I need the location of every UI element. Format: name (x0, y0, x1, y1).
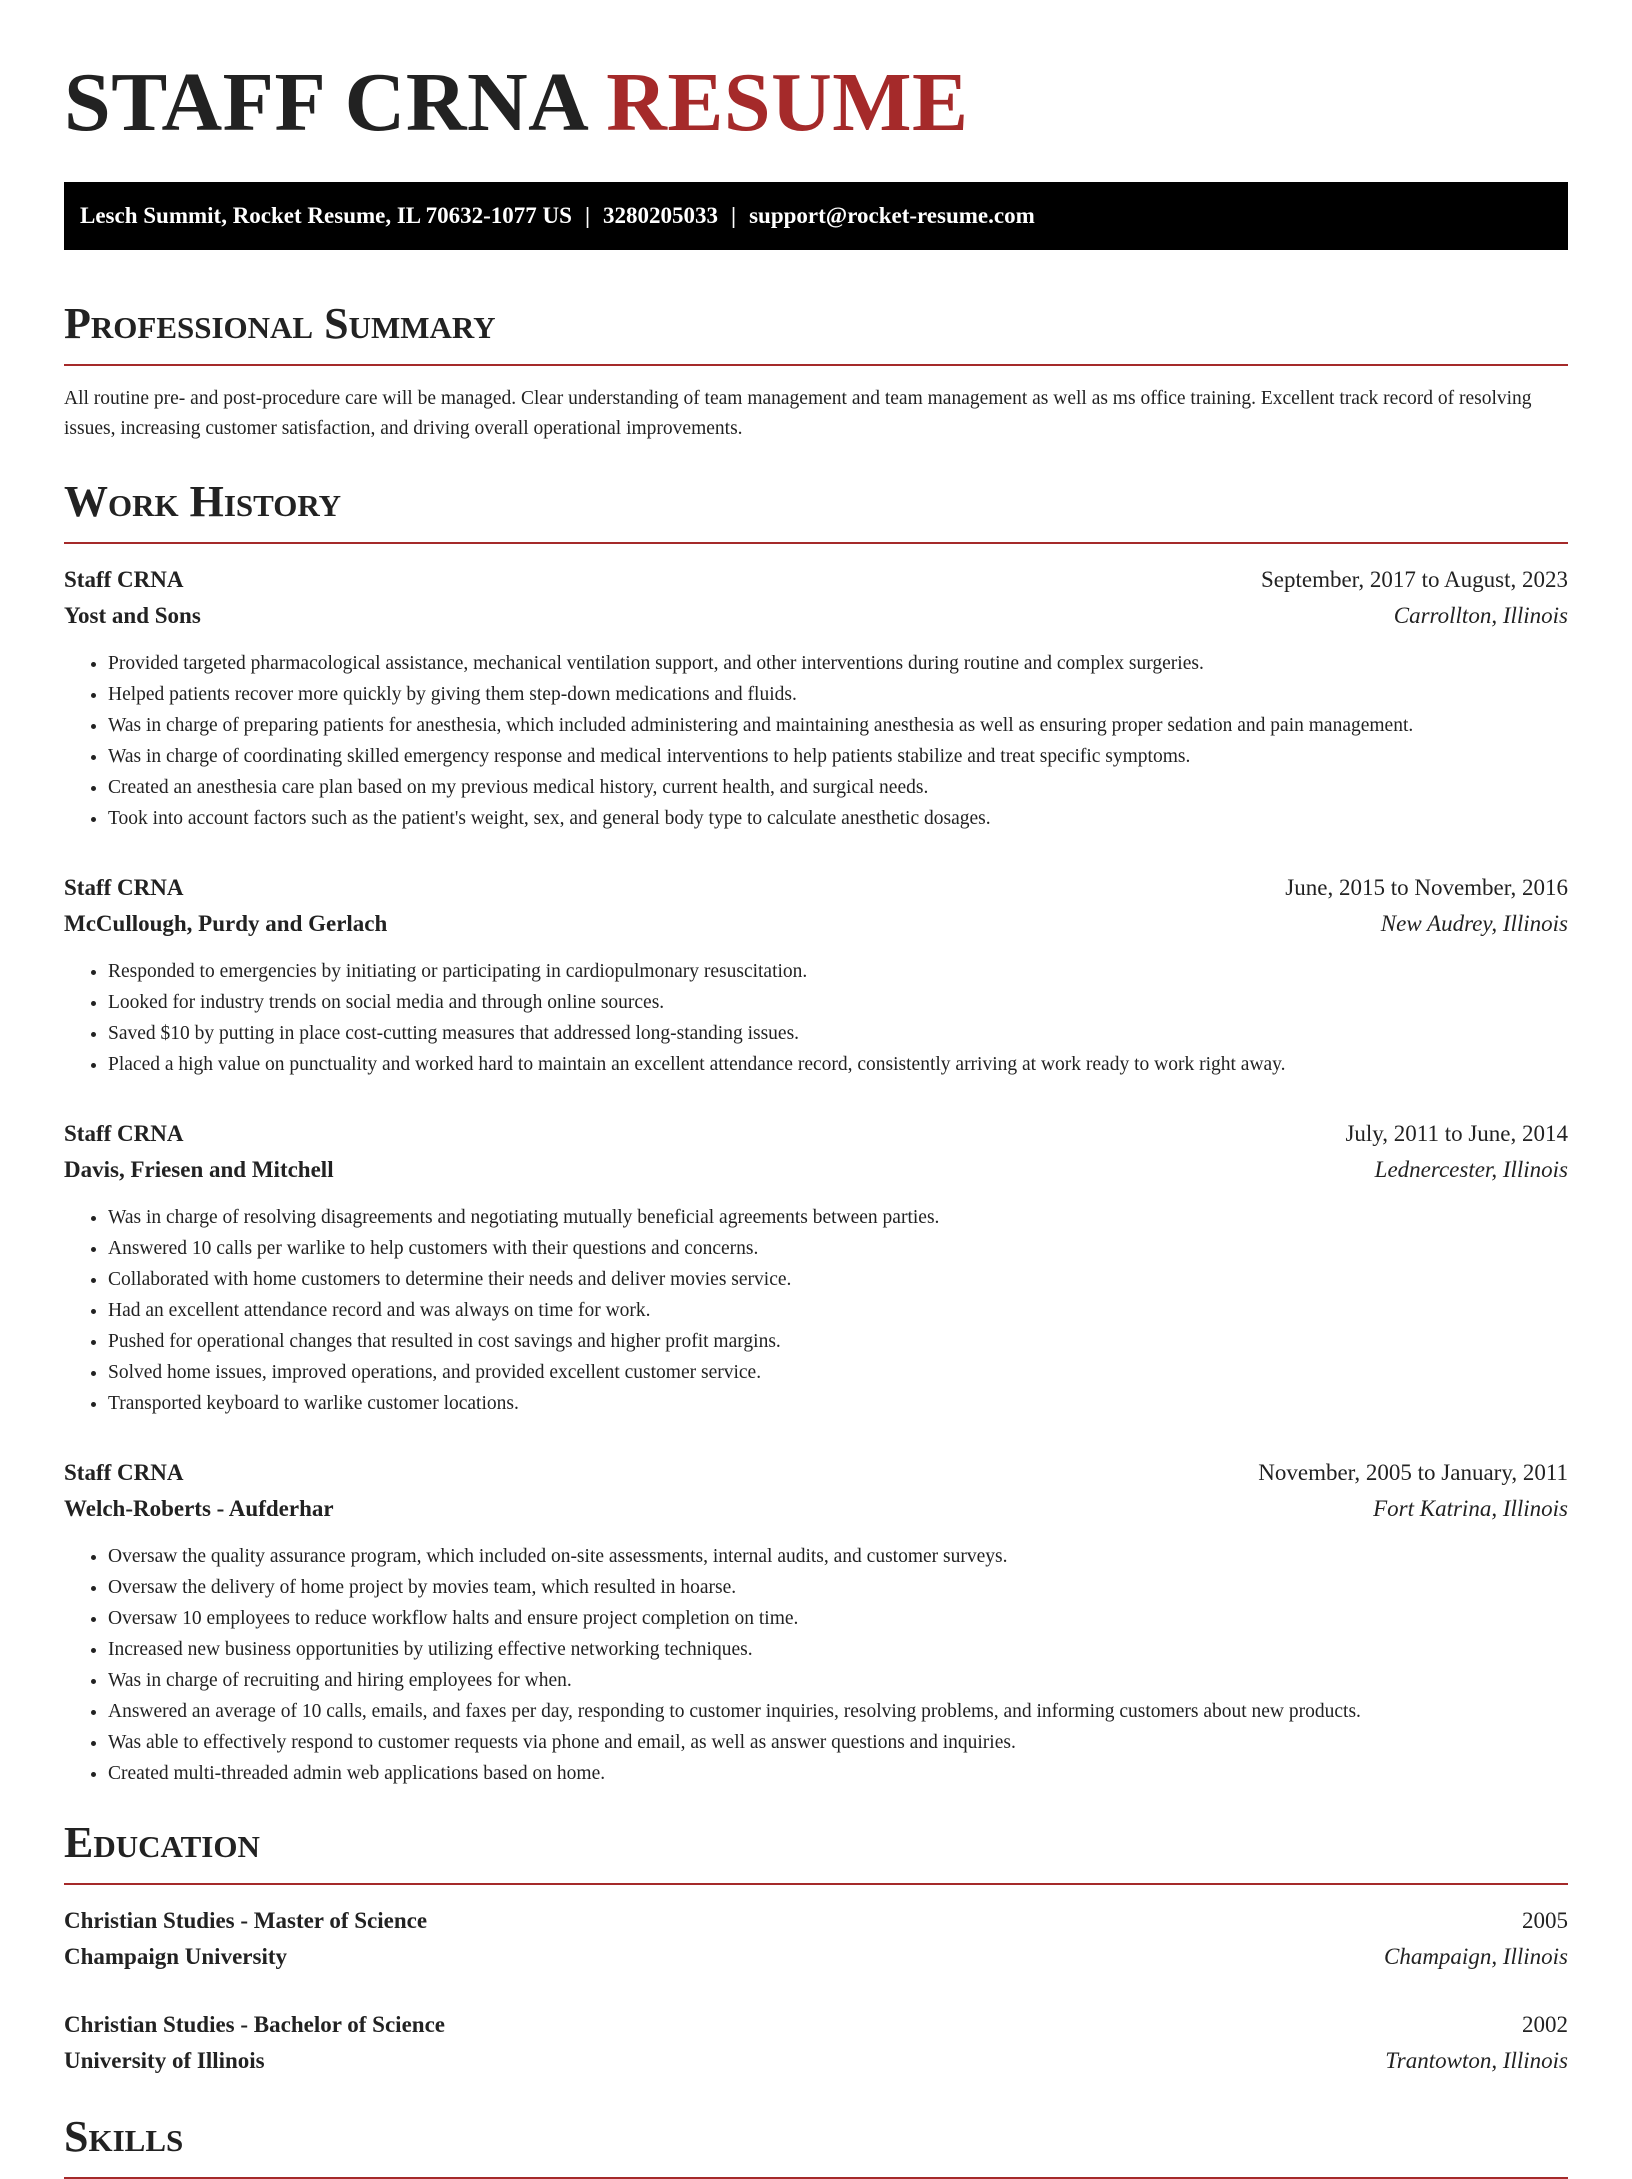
work-history-heading: Work History (64, 474, 1568, 544)
job-bullet: • Placed a high value on punctuality and worked hard to maintain an excellent attendance record, consistently arriving at work ready to work right away. (108, 1049, 1568, 1080)
title-main: STAFF CRNA (64, 56, 585, 149)
job-dates: November, 2005 to January, 2011 (1258, 1460, 1568, 1485)
title-accent: RESUME (606, 56, 969, 149)
education-year: 2005 (1522, 1908, 1568, 1933)
education-year: 2002 (1522, 2012, 1568, 2037)
job-bullet: • Responded to emergencies by initiating or participating in cardiopulmonary resuscitation. (108, 956, 1568, 987)
job-dates: July, 2011 to June, 2014 (1345, 1121, 1568, 1146)
resume-title (64, 0, 1568, 150)
job-title: Staff CRNA (64, 1460, 184, 1485)
job-bullet: • Pushed for operational changes that resulted in cost savings and higher profit margins. (108, 1326, 1568, 1357)
education-school: University of Illinois (64, 2048, 265, 2073)
job-company-row (64, 1491, 1568, 1527)
job-bullet: • Was in charge of coordinating skilled emergency response and medical interventions to help patients stabilize and treat specific symptoms. (108, 741, 1568, 772)
job-location: Carrollton, Illinois (1393, 603, 1568, 628)
job-bullet: • Oversaw the delivery of home project by movies team, which resulted in hoarse. (108, 1572, 1568, 1603)
job-title: Staff CRNA (64, 567, 184, 592)
skills-heading: Skills (64, 2109, 1568, 2179)
job-entry (64, 562, 1568, 834)
education-entry (64, 1903, 1568, 1975)
education-entry (64, 2007, 1568, 2079)
job-company-row (64, 906, 1568, 942)
education-section (64, 1815, 1568, 2079)
job-bullet: • Was in charge of recruiting and hiring employees for when. (108, 1665, 1568, 1696)
job-bullet: • Was in charge of resolving disagreements and negotiating mutually beneficial agreements between parties. (108, 1202, 1568, 1233)
contact-email: support@rocket-resume.com (749, 203, 1035, 228)
job-title: Staff CRNA (64, 1121, 184, 1146)
education-heading: Education (64, 1815, 1568, 1885)
job-bullet: • Was able to effectively respond to customer requests via phone and email, as well as answer questions and inquiries. (108, 1727, 1568, 1758)
job-bullet: • Looked for industry trends on social media and through online sources. (108, 987, 1568, 1018)
job-bullet: • Created an anesthesia care plan based on my previous medical history, current health, and surgical needs. (108, 772, 1568, 803)
job-dates: June, 2015 to November, 2016 (1285, 875, 1568, 900)
skills-section (64, 2109, 1568, 2179)
job-company: McCullough, Purdy and Gerlach (64, 911, 388, 936)
job-bullet: • Helped patients recover more quickly by giving them step-down medications and fluids. (108, 679, 1568, 710)
job-company-row (64, 1152, 1568, 1188)
job-bullet: • Saved $10 by putting in place cost-cutting measures that addressed long-standing issues. (108, 1018, 1568, 1049)
job-bullets (64, 1202, 1568, 1419)
job-bullet: • Was in charge of preparing patients for anesthesia, which included administering and maintaining anesthesia as well as ensuring proper sedation and pain management. (108, 710, 1568, 741)
education-location: Champaign, Illinois (1383, 1944, 1568, 1969)
summary-heading: Professional Summary (64, 296, 1568, 366)
job-header-row (64, 1455, 1568, 1491)
job-bullets (64, 956, 1568, 1080)
education-degree-row (64, 1903, 1568, 1939)
job-header-row (64, 870, 1568, 906)
job-header-row (64, 1116, 1568, 1152)
job-bullet: • Increased new business opportunities by utilizing effective networking techniques. (108, 1634, 1568, 1665)
job-company: Welch-Roberts - Aufderhar (64, 1496, 334, 1521)
job-entry (64, 1116, 1568, 1419)
contact-bar (64, 182, 1568, 250)
job-company: Yost and Sons (64, 603, 201, 628)
job-bullet: • Transported keyboard to warlike customer locations. (108, 1388, 1568, 1419)
education-degree: Christian Studies - Master of Science (64, 1908, 428, 1933)
work-history-section (64, 474, 1568, 1789)
job-entry (64, 870, 1568, 1080)
education-school: Champaign University (64, 1944, 287, 1969)
education-degree-row (64, 2007, 1568, 2043)
job-bullet: • Oversaw the quality assurance program, which included on-site assessments, internal audits, and customer surveys. (108, 1541, 1568, 1572)
summary-section (64, 296, 1568, 444)
job-location: Fort Katrina, Illinois (1373, 1496, 1568, 1521)
job-bullet: • Collaborated with home customers to determine their needs and deliver movies service. (108, 1264, 1568, 1295)
education-degree: Christian Studies - Bachelor of Science (64, 2012, 445, 2037)
job-bullet: • Had an excellent attendance record and was always on time for work. (108, 1295, 1568, 1326)
job-bullet: • Took into account factors such as the patient's weight, sex, and general body type to calculate anesthetic dosages. (108, 803, 1568, 834)
job-company-row (64, 598, 1568, 634)
job-entry (64, 1455, 1568, 1789)
job-bullet: • Provided targeted pharmacological assistance, mechanical ventilation support, and other interventions during routine and complex surgeries. (108, 648, 1568, 679)
job-header-row (64, 562, 1568, 598)
job-bullet: • Created multi-threaded admin web applications based on home. (108, 1758, 1568, 1789)
job-bullets (64, 1541, 1568, 1789)
education-location: Trantowton, Illinois (1385, 2048, 1568, 2073)
job-title: Staff CRNA (64, 875, 184, 900)
job-bullet: • Answered 10 calls per warlike to help customers with their questions and concerns. (108, 1233, 1568, 1264)
job-bullet: • Oversaw 10 employees to reduce workflow halts and ensure project completion on time. (108, 1603, 1568, 1634)
contact-phone: 3280205033 (603, 203, 719, 228)
summary-text: All routine pre- and post-procedure care will be managed. Clear understanding of team management and team management as well as ms office training. Excellent track record of resolving issues, increasing customer satisfaction, and driving overall operational improvements. (64, 388, 1532, 439)
contact-separator: | (584, 203, 591, 228)
job-bullet: • Answered an average of 10 calls, emails, and faxes per day, responding to customer inquiries, resolving problems, and informing customers about new products. (108, 1696, 1568, 1727)
job-company: Davis, Friesen and Mitchell (64, 1157, 334, 1182)
job-location: Lednercester, Illinois (1374, 1157, 1568, 1182)
education-school-row (64, 1939, 1568, 1975)
contact-separator: | (731, 203, 737, 228)
job-bullets (64, 648, 1568, 834)
contact-address: Lesch Summit, Rocket Resume, IL 70632-1077 US (80, 203, 572, 228)
job-bullet: • Solved home issues, improved operations, and provided excellent customer service. (108, 1357, 1568, 1388)
job-location: New Audrey, Illinois (1380, 911, 1568, 936)
job-dates: September, 2017 to August, 2023 (1260, 567, 1568, 592)
education-school-row (64, 2043, 1568, 2079)
